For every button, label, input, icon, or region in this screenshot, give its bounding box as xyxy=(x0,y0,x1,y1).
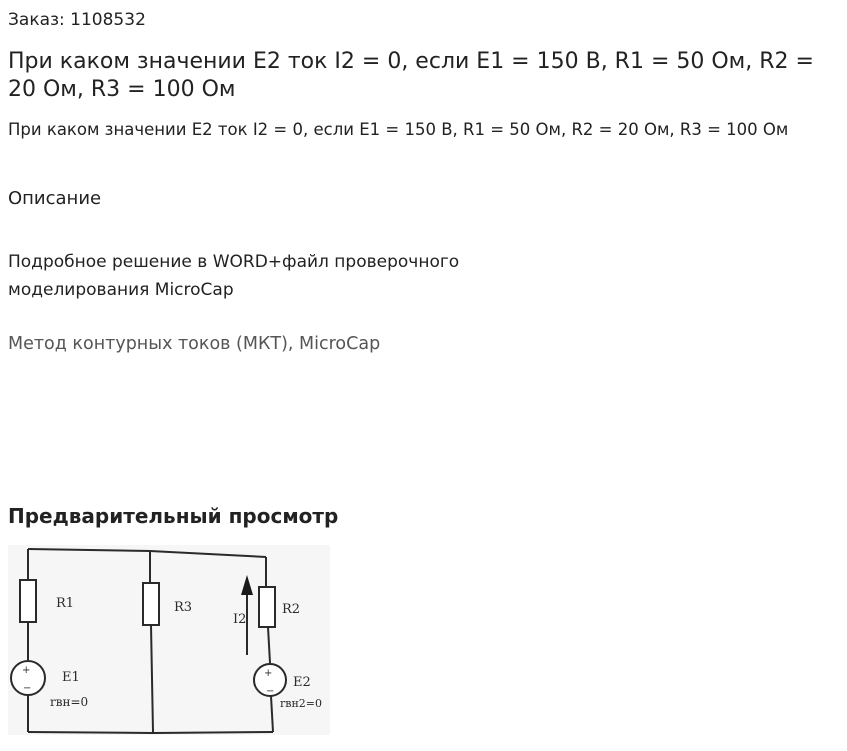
order-number: Заказ: 1108532 xyxy=(8,10,146,30)
r1-label: R1 xyxy=(56,596,75,611)
r3-label: R3 xyxy=(174,600,193,615)
svg-text:+: + xyxy=(22,665,31,676)
svg-text:−: − xyxy=(266,686,275,697)
e2-label: E2 xyxy=(293,675,311,690)
e1-label: E1 xyxy=(62,670,80,685)
i2-label: I2 xyxy=(233,612,247,627)
preview-heading: Предварительный просмотр xyxy=(8,504,339,528)
r2-label: R2 xyxy=(282,602,301,617)
method-tags: Метод контурных токов (МКТ), MicroCap xyxy=(8,334,381,354)
circuit-diagram xyxy=(8,545,330,735)
e1-internal-resistance: rвн=0 xyxy=(50,695,89,709)
svg-text:+: + xyxy=(264,668,273,679)
description-body: Подробное решение в WORD+файл проверочного моделирования MicroCap xyxy=(8,252,460,300)
svg-text:−: − xyxy=(23,683,32,694)
description-heading: Описание xyxy=(8,188,102,209)
task-statement: При каком значении E2 ток I2 = 0, если E1 = 150 В, R1 = 50 Ом, R2 = 20 Ом, R3 = 100 Ом xyxy=(8,120,789,139)
page-title: При каком значении E2 ток I2 = 0, если E1 = 150 В, R1 = 50 Ом, R2 = 20 Ом, R3 = 100 Ом xyxy=(8,49,814,102)
e2-internal-resistance: rвн2=0 xyxy=(280,697,322,710)
circuit-preview-image xyxy=(8,545,330,735)
